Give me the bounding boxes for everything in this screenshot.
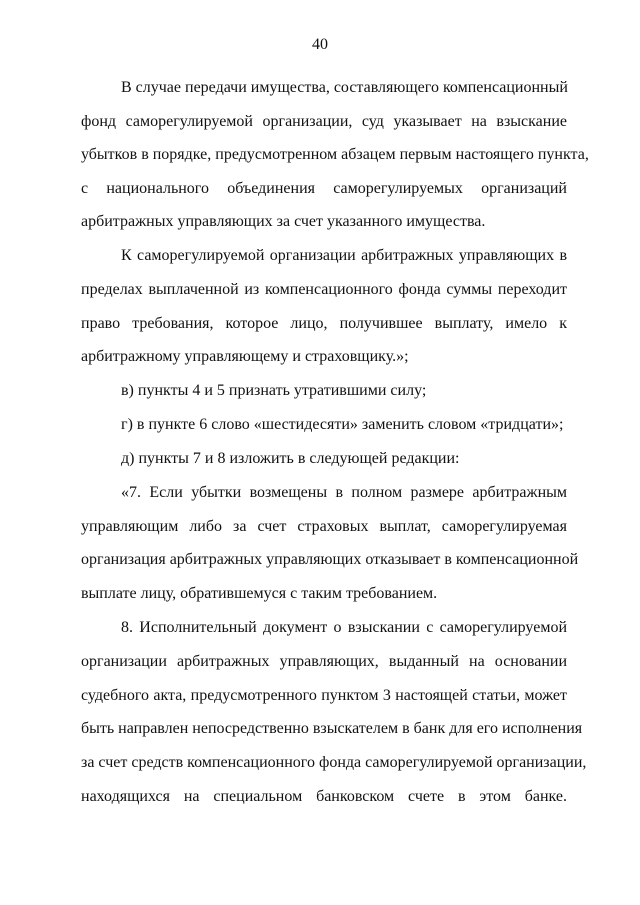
text-line: г) в пункте 6 слово «шестидесяти» заменить словом «тридцати»; — [121, 416, 564, 433]
text-line: управляющим либо за счет страховых выплат, саморегулируемая — [81, 518, 567, 535]
text-line: в) пункты 4 и 5 признать утратившими силу; — [121, 382, 427, 399]
text-line: арбитражному управляющему и страховщику.»; — [81, 348, 409, 365]
text-line: убытков в порядке, предусмотренном абзацем первым настоящего пункта, — [81, 146, 589, 163]
text-line: право требования, которое лицо, получившее выплату, имело к — [81, 315, 567, 332]
text-line: фонд саморегулируемой организации, суд указывает на взыскание — [81, 113, 567, 130]
page-number: 40 — [312, 36, 328, 53]
text-line: за счет средств компенсационного фонда саморегулируемой организации, — [81, 754, 587, 771]
text-line: арбитражных управляющих за счет указанного имущества. — [81, 213, 486, 230]
text-line: быть направлен непосредственно взыскателем в банк для его исполнения — [81, 720, 583, 737]
text-line: выплате лицу, обратившемуся с таким требованием. — [81, 585, 438, 602]
text-line: В случае передачи имущества, составляющего компенсационный — [121, 79, 568, 96]
text-line: д) пункты 7 и 8 изложить в следующей редакции: — [121, 450, 460, 467]
text-line: К саморегулируемой организации арбитражных управляющих в — [121, 247, 567, 264]
text-line: находящихся на специальном банковском счете в этом банке. — [81, 788, 567, 805]
text-line: судебного акта, предусмотренного пунктом 3 настоящей статьи, может — [81, 687, 567, 704]
text-line: пределах выплаченной из компенсационного фонда суммы переходит — [81, 281, 567, 298]
text-line: 8. Исполнительный документ о взыскании с саморегулируемой — [121, 619, 567, 636]
text-line: организации арбитражных управляющих, выданный на основании — [81, 653, 567, 670]
text-line: организация арбитражных управляющих отказывает в компенсационной — [81, 551, 579, 568]
text-line: «7. Если убытки возмещены в полном размере арбитражным — [121, 484, 567, 501]
text-line: с национального объединения саморегулируемых организаций — [81, 180, 567, 197]
